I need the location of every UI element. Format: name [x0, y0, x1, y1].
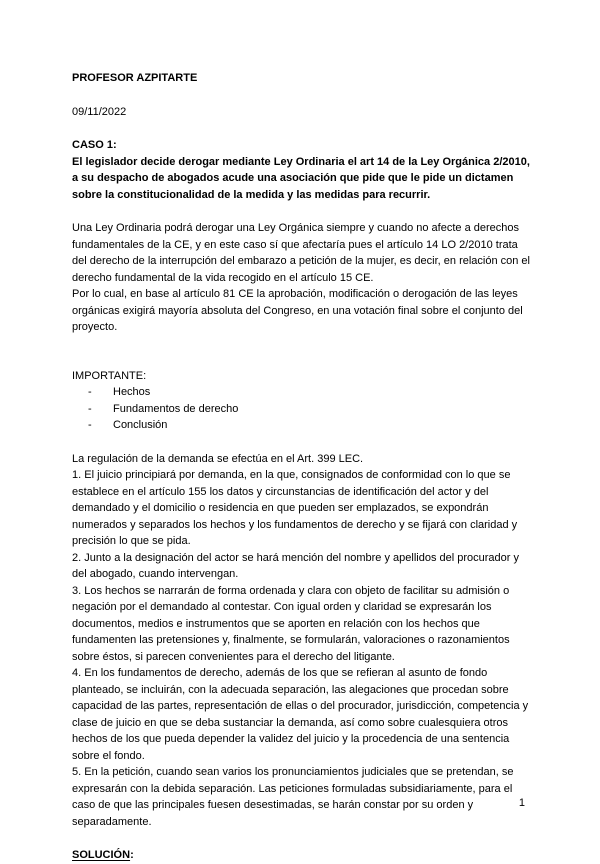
- answer-paragraph-1: Una Ley Ordinaria podrá derogar una Ley Orgánica siempre y cuando no afecte a derechos fundamentales de la CE, y en este caso sí que afectaría pues el artículo 14 LO 2/2010 trata del derecho de la interrupción del embarazo a petición de la mujer, es decir, en relación con el derecho fundamental de la vida recogido en el artículo 15 CE.: [72, 222, 530, 284]
- answer-paragraph-2: Por lo cual, en base al artículo 81 CE la aprobación, modificación o derogación de las leyes orgánicas exigirá mayoría absoluta del Congreso, en una votación final sobre el conjunto del proyecto.: [72, 288, 523, 333]
- regulation-point-4: 4. En los fundamentos de derecho, además de los que se refieran al asunto de fondo planteado, se incluirán, con la adecuada separación, las alegaciones que procedan sobre capacidad de las partes, representación de ellas o del procurador, jurisdicción, competencia y clase de juicio en que se deba sustanciar la demanda, así como sobre cualesquiera otros hechos de los que pueda depender la validez del juicio y la procedencia de una sentencia sobre el fondo.: [72, 667, 529, 762]
- important-heading: IMPORTANTE:: [72, 369, 147, 382]
- regulation-intro: La regulación de la demanda se efectúa en el Art. 399 LEC.: [72, 452, 364, 465]
- solution-label: SOLUCIÓN: [72, 849, 131, 861]
- document-page: [72, 70, 532, 864]
- regulation-point-5: 5. En la petición, cuando sean varios los pronunciamientos judiciales que se pretendan, se expresarán con la debida separación. Las peticiones formuladas subsidiariamente, para el caso de que las principales fuesen desestimadas, se harán constar por su orden y separadamente.: [72, 766, 514, 828]
- list-item-label: Hechos: [113, 386, 151, 398]
- list-item-label: Conclusión: [113, 419, 168, 431]
- list-item: [88, 384, 532, 401]
- important-list: [72, 384, 532, 434]
- case-title: CASO 1:: [72, 139, 117, 151]
- list-item-label: Fundamentos de derecho: [113, 402, 239, 415]
- list-item: [88, 401, 532, 418]
- page-number: 1: [518, 797, 525, 809]
- dash-marker: -: [88, 402, 92, 415]
- solution-suffix: :: [130, 849, 134, 861]
- dash-marker: -: [88, 419, 92, 431]
- regulation-point-3: 3. Los hechos se narrarán de forma ordenada y clara con objeto de facilitar su admisión o negación por el demandado al contestar. Con igual orden y claridad se expresarán los documentos, medios e instrumentos que se aporten en relación con los hechos que fundamenten las pretensiones y, finalmente, se formularán, valoraciones o razonamientos sobre éstos, si parecen convenientes para el derecho del litigante.: [72, 584, 510, 663]
- document-date: 09/11/2022: [72, 105, 127, 118]
- author-name: PROFESOR AZPITARTE: [72, 72, 198, 84]
- regulation-point-1: 1. El juicio principiará por demanda, en la que, consignados de conformidad con lo que se establece en el artículo 155 los datos y circunstancias de identificación del actor y del demandado y el domicilio o residencia en que pueden ser emplazados, se expondrán numerados y separados los hechos y los fundamentos de derecho y se fijará con claridad y precisión lo que se pida.: [72, 469, 518, 547]
- case-statement: El legislador decide derogar mediante Ley Ordinaria el art 14 de la Ley Orgánica 2/2010, a su despacho de abogados acude una asociación que pide que le pide un dictamen sobre la constitucionalidad de la medida y las medidas para recurrir.: [72, 155, 530, 201]
- solution-heading: [72, 847, 532, 864]
- dash-marker: -: [88, 386, 92, 398]
- regulation-point-2: 2. Junto a la designación del actor se hará mención del nombre y apellidos del procurador y del abogado, cuando intervengan.: [72, 551, 519, 580]
- list-item: [88, 417, 532, 434]
